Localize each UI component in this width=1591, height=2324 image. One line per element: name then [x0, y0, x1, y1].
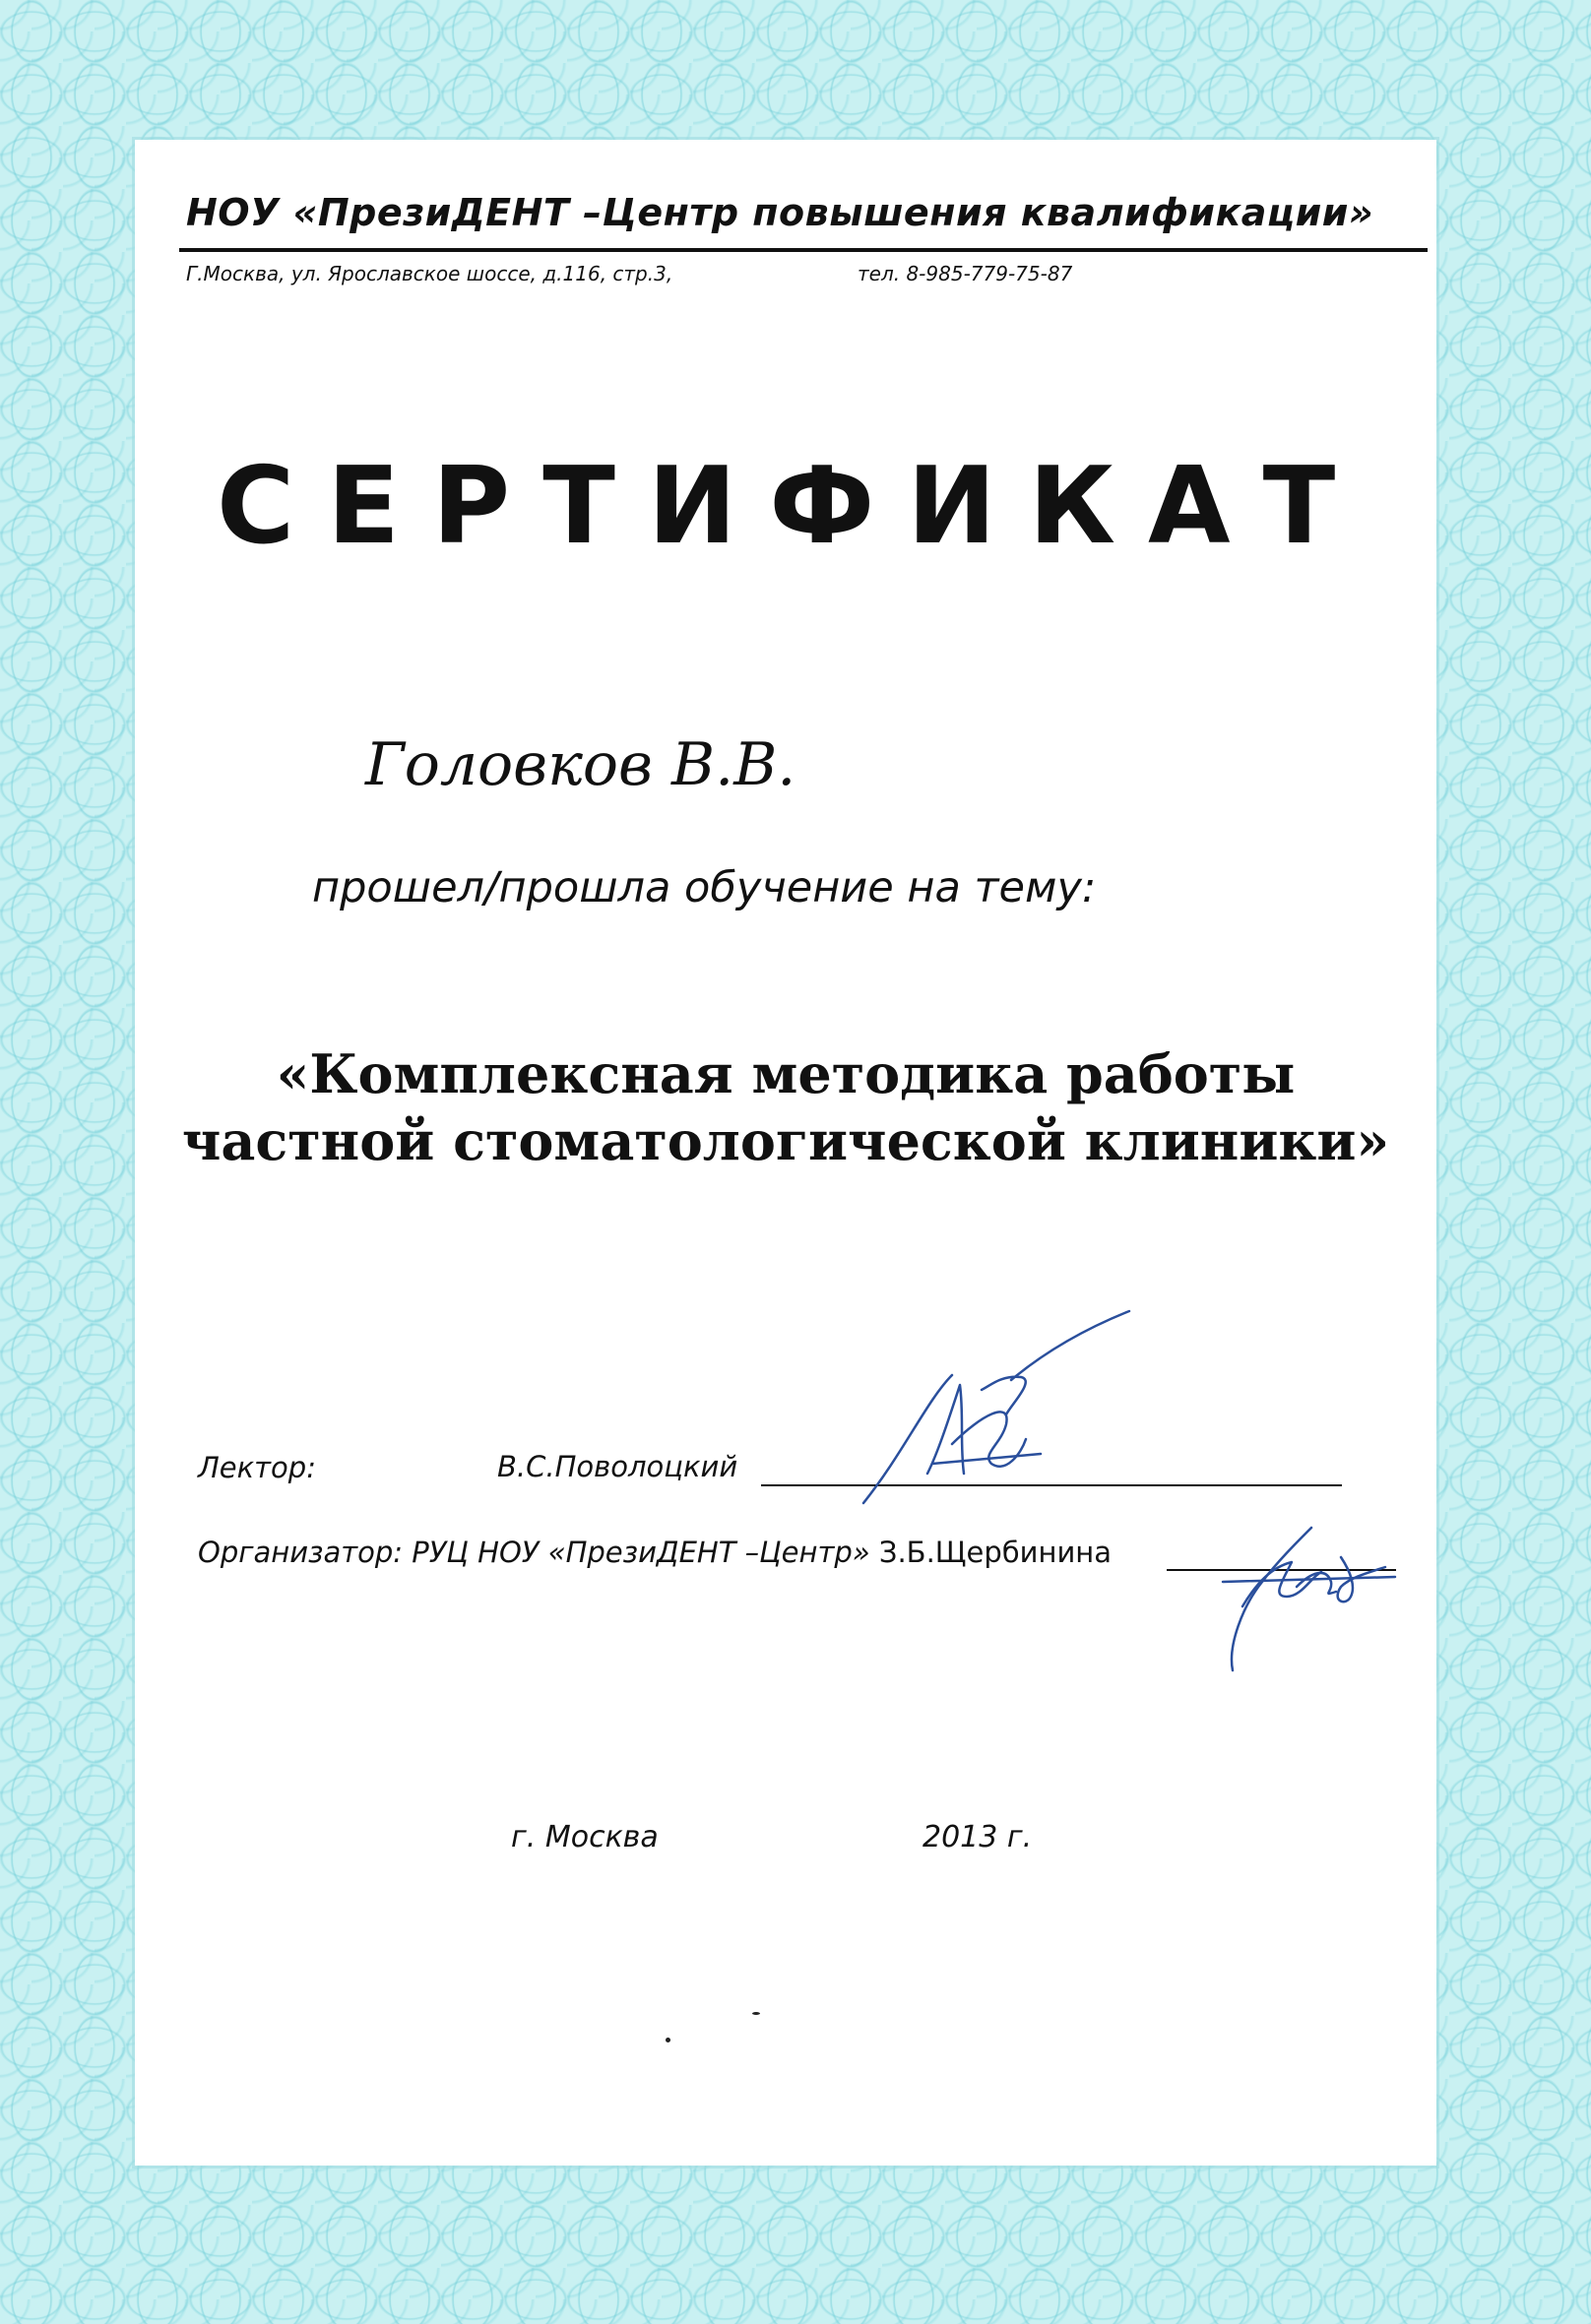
completion-statement: прошел/прошла обучение на тему: — [312, 863, 1097, 912]
issue-year: 2013 г. — [923, 1820, 1033, 1854]
issue-city: г. Москва — [511, 1820, 659, 1854]
organizer-name: З.Б.Щербинина — [878, 1536, 1113, 1569]
lector-name: В.С.Поволоцкий — [497, 1450, 738, 1483]
organization-header: НОУ «ПрезиДЕНТ –Центр повышения квалификации» — [186, 191, 1374, 234]
certificate-body — [135, 140, 1436, 2166]
paper-speck — [666, 2038, 670, 2042]
certificate-title: СЕРТИФИКАТ — [217, 445, 1368, 568]
organizer-label: Организатор: РУЦ НОУ «ПрезиДЕНТ –Центр» — [198, 1536, 870, 1569]
lector-signature — [844, 1306, 1139, 1513]
organizer-signature — [1203, 1488, 1400, 1675]
lector-label: Лектор: — [198, 1451, 316, 1484]
paper-speck — [752, 2012, 760, 2015]
course-title: «Комплексная методика работы частной стоматологической клиники» — [181, 1042, 1390, 1172]
organization-phone: тел. 8-985-779-75-87 — [858, 262, 1073, 285]
organization-address: Г.Москва, ул. Ярославское шоссе, д.116, стр.3, — [186, 262, 673, 285]
recipient-name: Головков В.В. — [365, 730, 796, 799]
header-divider — [179, 248, 1428, 252]
organizer-line — [198, 1536, 1112, 1569]
